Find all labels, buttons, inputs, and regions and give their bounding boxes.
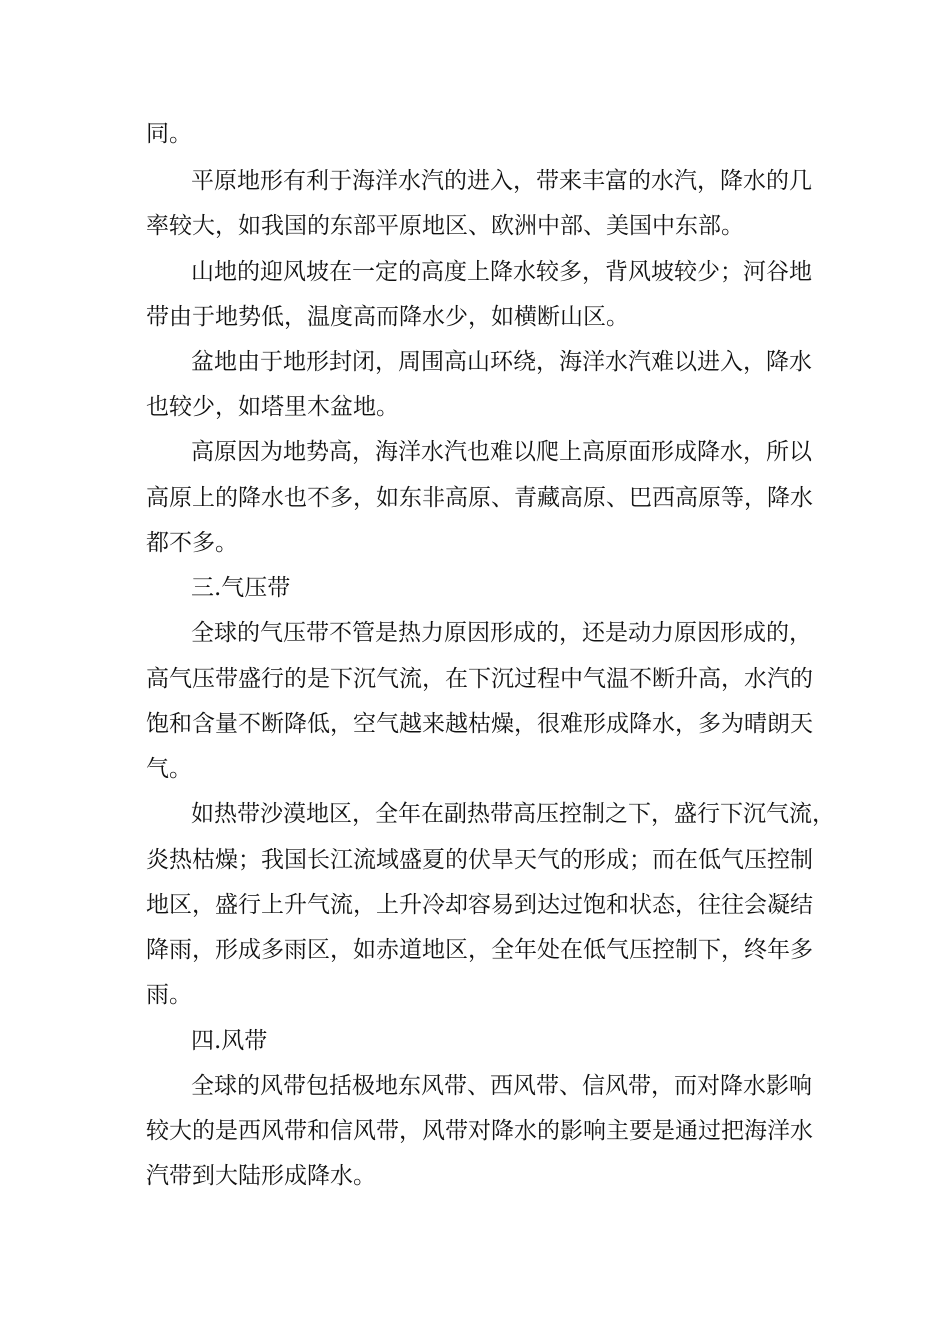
text-line: 都不多。 bbox=[146, 530, 238, 556]
text-line: 降雨，形成多雨区，如赤道地区，全年处在低气压控制下，终年多 bbox=[146, 937, 813, 963]
paragraph-plateaus-line-1: 高原因为地势高，海洋水汽也难以爬上高原面形成降水，所以 bbox=[191, 439, 812, 465]
paragraph-basins-line-1: 盆地由于地形封闭，周围高山环绕，海洋水汽难以进入，降水 bbox=[191, 349, 812, 375]
text-line: 汽带到大陆形成降水。 bbox=[146, 1163, 376, 1189]
text-line: 气。 bbox=[146, 756, 192, 782]
text-line: 同。 bbox=[146, 121, 192, 147]
text-line: 雨。 bbox=[146, 982, 192, 1008]
paragraph-pressure-line-1: 全球的气压带不管是热力原因形成的，还是动力原因形成的， bbox=[191, 620, 812, 646]
text-line: 饱和含量不断降低，空气越来越枯燥，很难形成降水，多为晴朗天 bbox=[146, 711, 813, 737]
text-line: 高气压带盛行的是下沉气流，在下沉过程中气温不断升高，水汽的 bbox=[146, 666, 813, 692]
text-line: 地区，盛行上升气流，上升冷却容易到达过饱和状态，往往会凝结 bbox=[146, 892, 813, 918]
text-line: 率较大，如我国的东部平原地区、欧洲中部、美国中东部。 bbox=[146, 213, 744, 239]
text-line: 带由于地势低，温度高而降水少，如横断山区。 bbox=[146, 304, 629, 330]
section-heading-wind-belts: 四.风带 bbox=[191, 1028, 268, 1054]
paragraph-wind-line-1: 全球的风带包括极地东风带、西风带、信风带，而对降水影响 bbox=[191, 1073, 812, 1099]
text-line: 也较少，如塔里木盆地。 bbox=[146, 394, 399, 420]
text-line: 高原上的降水也不多，如东非高原、青藏高原、巴西高原等，降水 bbox=[146, 485, 813, 511]
text-line: 较大的是西风带和信风带，风带对降水的影响主要是通过把海洋水 bbox=[146, 1118, 813, 1144]
paragraph-deserts-line-1: 如热带沙漠地区，全年在副热带高压控制之下，盛行下沉气流， bbox=[191, 801, 835, 827]
section-heading-pressure-belts: 三.气压带 bbox=[191, 575, 291, 601]
paragraph-mountains-line-1: 山地的迎风坡在一定的高度上降水较多，背风坡较少；河谷地 bbox=[191, 259, 812, 285]
text-line: 炎热枯燥；我国长江流域盛夏的伏旱天气的形成；而在低气压控制 bbox=[146, 847, 813, 873]
paragraph-plains-line-1: 平原地形有利于海洋水汽的进入，带来丰富的水汽，降水的几 bbox=[191, 168, 812, 194]
